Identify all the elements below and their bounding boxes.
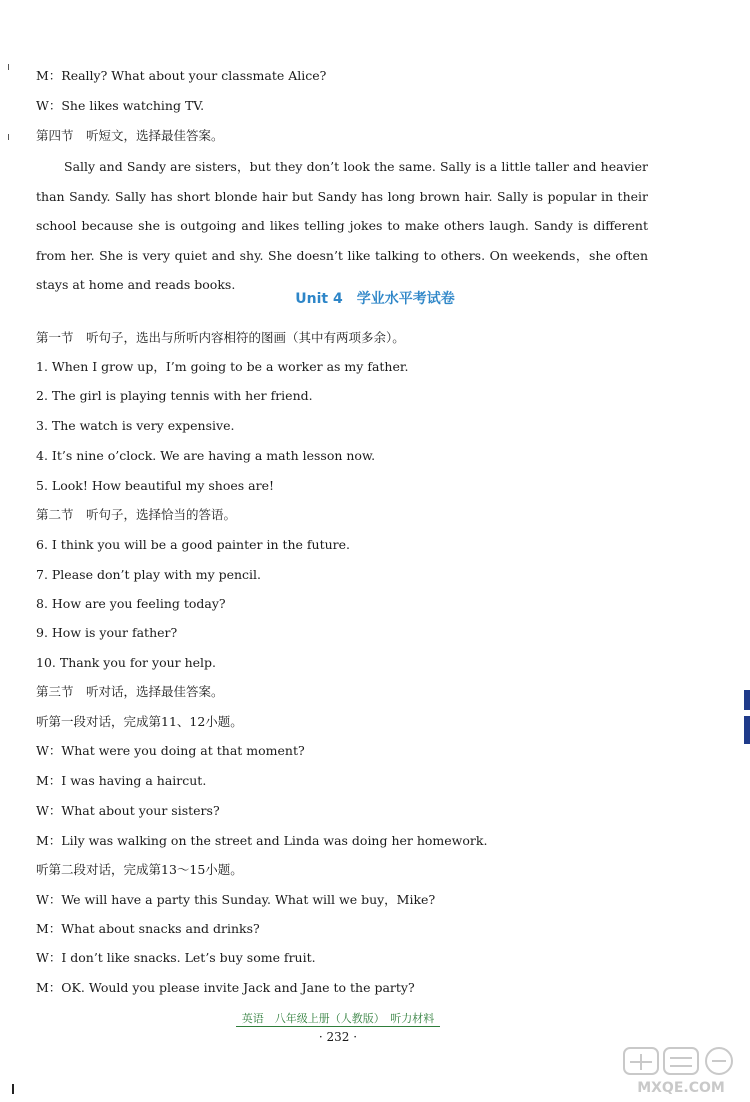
question-item: 7. Please don’t play with my pencil. <box>36 567 262 582</box>
watermark-logo <box>622 1046 740 1096</box>
dialogue-line: W：What about your sisters? <box>36 803 220 818</box>
question-item: 2. The girl is playing tennis with her friend. <box>36 388 313 403</box>
dialogue-line: M：Lily was walking on the street and Linda was doing her homework. <box>36 833 488 848</box>
question-item: 8. How are you feeling today? <box>36 596 226 611</box>
margin-tick <box>8 64 9 70</box>
question-item: 6. I think you will be a good painter in the future. <box>36 537 351 552</box>
dialogue-line: M：I was having a haircut. <box>36 773 207 788</box>
dialogue-line: W：We will have a party this Sunday. What will we buy，Mike? <box>36 892 436 907</box>
question-item: 10. Thank you for your help. <box>36 655 217 670</box>
dialogue-line: M：What about snacks and drinks? <box>36 921 260 936</box>
margin-tick <box>12 1084 14 1094</box>
passage-paragraph: Sally and Sandy are sisters，but they don’t look the same. Sally is a little taller and heavier than Sandy. Sally has short blonde hair but Sandy has long brown hair. Sally is popular in their school because she is outgoing and likes telling jokes to make others laugh. Sandy is different from her. She is very quiet and shy. She doesn’t like talking to others. On weekends，she often stays at home and reads books. <box>36 159 648 292</box>
question-item: 9. How is your father? <box>36 625 178 640</box>
dialogue-heading: 听第二段对话，完成第13～15小题。 <box>36 862 243 877</box>
edge-tab-mark <box>744 716 750 744</box>
question-item: 5. Look! How beautiful my shoes are! <box>36 478 275 493</box>
dialogue-heading: 听第一段对话，完成第11、12小题。 <box>36 714 243 729</box>
question-item: 3. The watch is very expensive. <box>36 418 235 433</box>
dialogue-line: M：Really? What about your classmate Alice? <box>36 68 327 83</box>
edge-tab-mark <box>744 690 750 710</box>
dialogue-line: M：OK. Would you please invite Jack and Jane to the party? <box>36 980 415 995</box>
question-item: 4. It’s nine o’clock. We are having a math lesson now. <box>36 448 376 463</box>
footer-book-title <box>0 1010 676 1026</box>
dialogue-line: W：She likes watching TV. <box>36 98 205 113</box>
unit-title: Unit 4 学业水平考试卷 <box>295 291 455 307</box>
section-heading: 第三节 听对话，选择最佳答案。 <box>36 684 224 699</box>
dialogue-line: W：What were you doing at that moment? <box>36 743 305 758</box>
footer-book-title-text: 英语 八年级上册（人教版） 听力材料 <box>236 1012 441 1027</box>
section-heading: 第二节 听句子，选择恰当的答语。 <box>36 507 237 522</box>
page-number: · 232 · <box>318 1030 358 1044</box>
section-heading: 第一节 听句子，选出与所听内容相符的图画（其中有两项多余）。 <box>36 330 405 345</box>
question-item: 1. When I grow up，I’m going to be a worker as my father. <box>36 359 409 374</box>
watermark-text: MXQE.COM <box>637 1080 725 1096</box>
section-heading: 第四节 听短文，选择最佳答案。 <box>36 128 224 143</box>
margin-tick <box>8 134 9 140</box>
dialogue-line: W：I don’t like snacks. Let’s buy some fruit. <box>36 950 316 965</box>
